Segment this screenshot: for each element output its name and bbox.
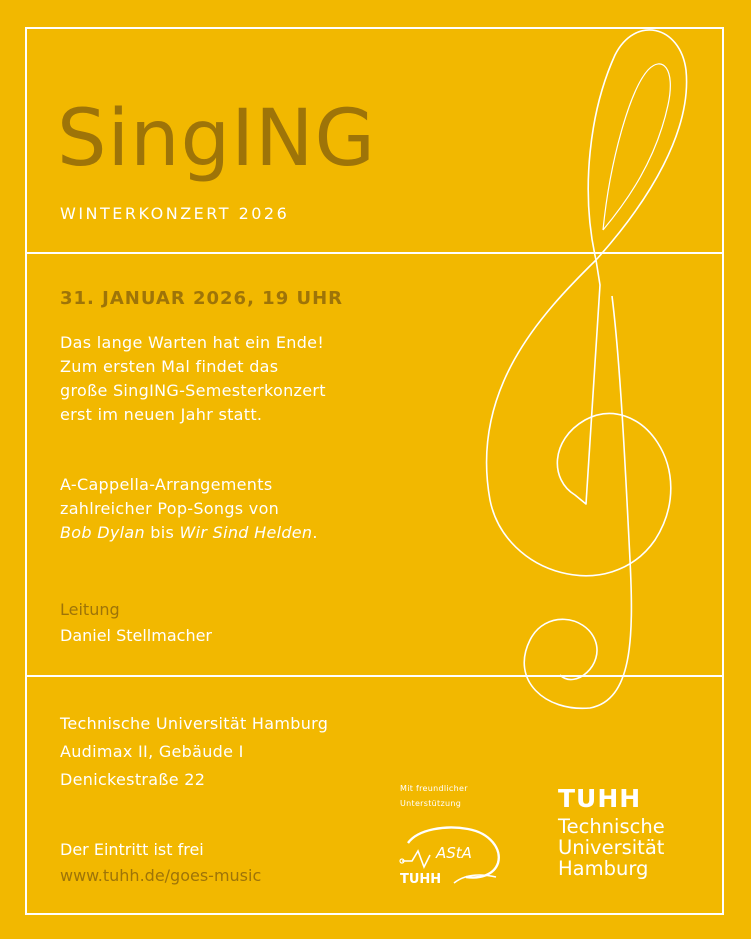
repertoire-artists-line <box>60 521 318 545</box>
divider-venue <box>25 675 724 677</box>
artist-name: Bob Dylan <box>60 523 145 542</box>
concert-title: SingING <box>57 94 376 184</box>
website-link[interactable]: www.tuhh.de/goes-music <box>60 866 262 885</box>
sponsor-line: Mit freundlicher <box>400 784 468 793</box>
tuhh-name-line: Hamburg <box>558 857 649 880</box>
conductor-name: Daniel Stellmacher <box>60 626 212 645</box>
venue-line: Audimax II, Gebäude I <box>60 742 244 761</box>
sponsor-note <box>400 781 468 811</box>
venue-line: Denickestraße 22 <box>60 770 206 789</box>
admission-note: Der Eintritt ist frei <box>60 840 204 859</box>
intro-line: große SingING-Semesterkonzert <box>60 381 326 400</box>
repertoire-paragraph <box>60 473 318 545</box>
intro-line: Das lange Warten hat ein Ende! <box>60 333 325 352</box>
sponsor-line: Unterstützung <box>400 799 462 808</box>
artist-connector: bis <box>144 523 180 542</box>
asta-logo-word: AStA <box>436 844 472 862</box>
concert-subtitle: WINTERKONZERT 2026 <box>60 204 290 223</box>
conductor-label: Leitung <box>60 600 120 619</box>
tuhh-logo <box>558 786 665 879</box>
tuhh-logo-name <box>558 816 665 879</box>
asta-logo-icon <box>398 825 508 887</box>
intro-line: Zum ersten Mal findet das <box>60 357 279 376</box>
venue-address <box>60 710 328 794</box>
intro-line: erst im neuen Jahr statt. <box>60 405 263 424</box>
repertoire-line: zahlreicher Pop-Songs von <box>60 499 280 518</box>
asta-logo-sub: TUHH <box>400 872 442 887</box>
divider-header <box>25 252 724 254</box>
tuhh-name-line: Technische <box>558 815 665 838</box>
venue-line: Technische Universität Hamburg <box>60 714 329 733</box>
tuhh-logo-abbr: TUHH <box>558 784 642 813</box>
event-date: 31. JANUAR 2026, 19 UHR <box>60 288 344 309</box>
artist-name: Wir Sind Helden <box>179 523 313 542</box>
sentence-end: . <box>312 523 318 542</box>
tuhh-name-line: Universität <box>558 836 665 859</box>
repertoire-line: A-Cappella-Arrangements <box>60 475 273 494</box>
intro-paragraph <box>60 331 326 427</box>
